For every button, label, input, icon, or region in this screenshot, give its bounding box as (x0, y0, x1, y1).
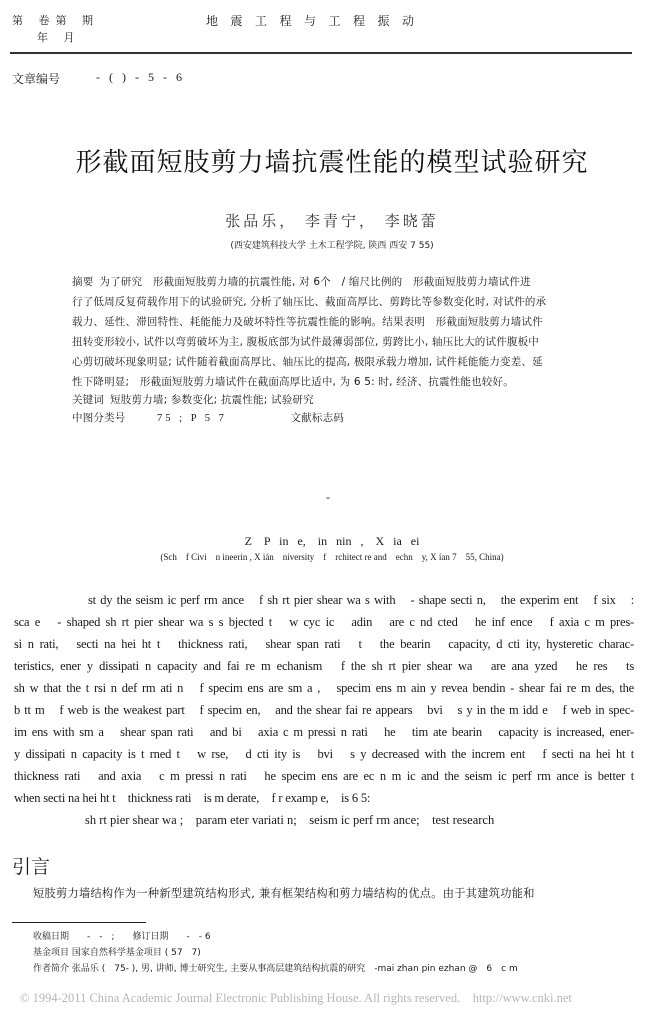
keywords-cn (72, 392, 314, 407)
abstract-cn-line-2: 行了低周反复荷载作用下的试验研究, 分析了轴压比、截面高厚比、剪跨比等参数变化时, 对试件的承 (72, 296, 547, 308)
abstract-en-line-2: sca e - shaped sh rt pier shear wa s s bjected t w cyc ic adin are c nd cted he inf ence f axia c m pres- (14, 615, 634, 629)
abstract-cn-line-6: 性下降明显; 形截面短肢剪力墙试件在截面高厚比适中, 为 6 5: 时, 经济、抗震性能也较好。 (72, 376, 514, 388)
clc-line (72, 410, 344, 425)
english-title-fragment: - (326, 490, 330, 504)
header-rule (10, 52, 632, 54)
abstract-cn-line-5: 心剪切破坏现象明显; 试件随着截面高厚比、轴压比的提高, 极限承载力增加, 试件耗能能力变差、延 (72, 356, 543, 368)
abstract-en-line-6: b tt m f web is the weakest part f specim en, and the shear fai re appears bvi s y in the m idd e f web in spec- (14, 703, 634, 717)
clc-value: 75 ; P 5 7 (157, 413, 227, 424)
abstract-en-line-8: y dissipati n capacity is t rned t w rse, d cti ity is bvi s y decreased with the increm ent f secti na hei ht t (14, 747, 634, 761)
footnote-author-bio: 作者简介 张品乐 ( 75- ), 男, 讲师, 博士研究生, 主要从事高层建筑结构抗震的研究 -mai zhan pin ezhan @ 6 c m (33, 964, 518, 974)
abstract-en-line-10: when secti na hei ht t thickness rati is m derate, f r examp e, is 6 5: (14, 791, 371, 805)
abstract-cn-line-3: 载力、延性、滞回特性、耗能能力及破坏特性等抗震性能的影响。结果表明 形截面短肢剪力墙试件 (72, 316, 543, 328)
section-heading-introduction: 引言 (12, 856, 51, 878)
abstract-en-line-7: im ens with sm a shear span rati and bi axia c m pressi n rati he tim ate bearin capacity is increased, ener- (14, 725, 634, 739)
footnote-funding: 基金项目 国家自然科学基金项目 ( 57 7) (33, 948, 201, 958)
footnote-received-date: 收稿日期 - - ; 修订日期 - - 6 (33, 932, 211, 942)
footnote-rule (12, 922, 146, 923)
abstract-cn-line-1: 摘要 为了研究 形截面短肢剪力墙的抗震性能, 对 6个 / 缩尺比例的 形截面短肢剪力墙试件进 (72, 276, 531, 288)
authors: 张品乐， 李青宁， 李晓蕾 (225, 212, 439, 230)
abstract-en-line-9: thickness rati and axia c m pressi n rati he specim ens are ec n m ic and the seism ic perf rm ance is better t (14, 769, 634, 783)
english-affiliation: (Sch f Civi n ineerin , X ián niversity f rchitect re and echn y, X ían 7 55, China) (160, 552, 504, 562)
abstract-label: 摘要 (72, 276, 94, 288)
abstract-en-line-5: sh w that the t rsi n def rm ati n f specim ens are sm a , specim ens m ain y revea bendin - shear fai re m des, the (14, 681, 634, 695)
abstract-en-line-1: st dy the seism ic perf rm ance f sh rt pier shear wa s with - shape secti n, the experim ent f six : (88, 593, 634, 607)
article-number-label: 文章编号 (12, 72, 61, 86)
volume-issue: 第 卷第 期 (12, 14, 99, 27)
keywords-value: 短肢剪力墙; 参数变化; 抗震性能; 试验研究 (110, 394, 314, 406)
keywords-label: 关键词 (72, 394, 105, 406)
abstract-en-line-4: teristics, ener y dissipati n capacity and fai re m echanism f the sh rt pier shear wa are ana yzed he res ts (14, 659, 634, 673)
affiliation: (西安建筑科技大学 土木工程学院, 陕西 西安 7 55) (230, 241, 434, 251)
english-authors: Z P in e, in nin , X ia ei (244, 534, 420, 548)
paper-title: 形截面短肢剪力墙抗震性能的模型试验研究 (75, 148, 589, 178)
doc-code-label: 文献标志码 (290, 412, 344, 424)
year-month: 年 月 (37, 31, 81, 44)
copyright-notice: © 1994-2011 China Academic Journal Electronic Publishing House. All rights reserved. http://www.cnki.net (20, 991, 572, 1005)
keywords-en: sh rt pier shear wa ; param eter variati n; seism ic perf rm ance; test research (85, 813, 495, 827)
article-number-value: - ( ) - 5 - 6 (96, 70, 185, 84)
introduction-paragraph: 短肢剪力墙结构作为一种新型建筑结构形式, 兼有框架结构和剪力墙结构的优点。由于其建筑功能和 (33, 887, 535, 900)
journal-name: 地震工程与工程振动 (206, 14, 427, 28)
abstract-en-line-3: si n rati, secti na hei ht t thickness rati, shear span rati t the bearin capacity, d cti ity, hysteretic charac- (14, 637, 634, 651)
clc-label: 中图分类号 (72, 412, 126, 424)
abstract-cn-line-4: 扭转变形较小, 试件以弯剪破坏为主, 腹板底部为试件最薄弱部位, 剪跨比小, 轴压比大的试件腹板中 (72, 336, 539, 348)
